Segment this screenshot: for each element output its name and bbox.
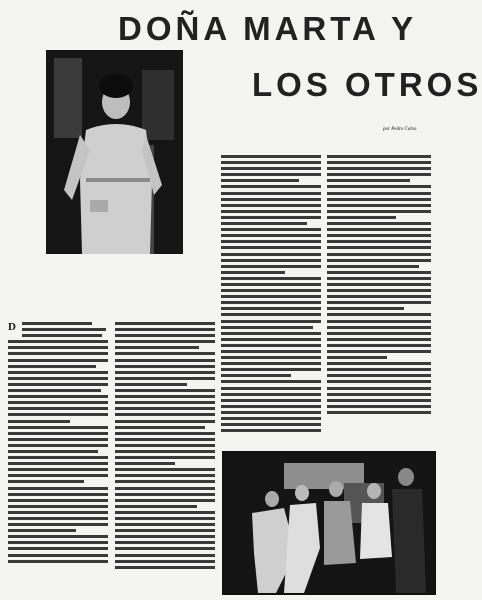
headline-line-1: DOÑA MARTA Y [118,10,418,47]
portrait-photo [46,50,183,254]
text-column-3 [221,155,321,445]
dropcap: D [8,321,16,333]
text-column-2 [115,322,215,590]
text-column-1 [8,322,108,590]
stage-scene-photo [222,451,436,595]
text-column-4 [327,155,431,445]
byline: por Pedro Calvo [383,127,417,132]
headline-line-2: LOS OTROS [252,66,482,103]
